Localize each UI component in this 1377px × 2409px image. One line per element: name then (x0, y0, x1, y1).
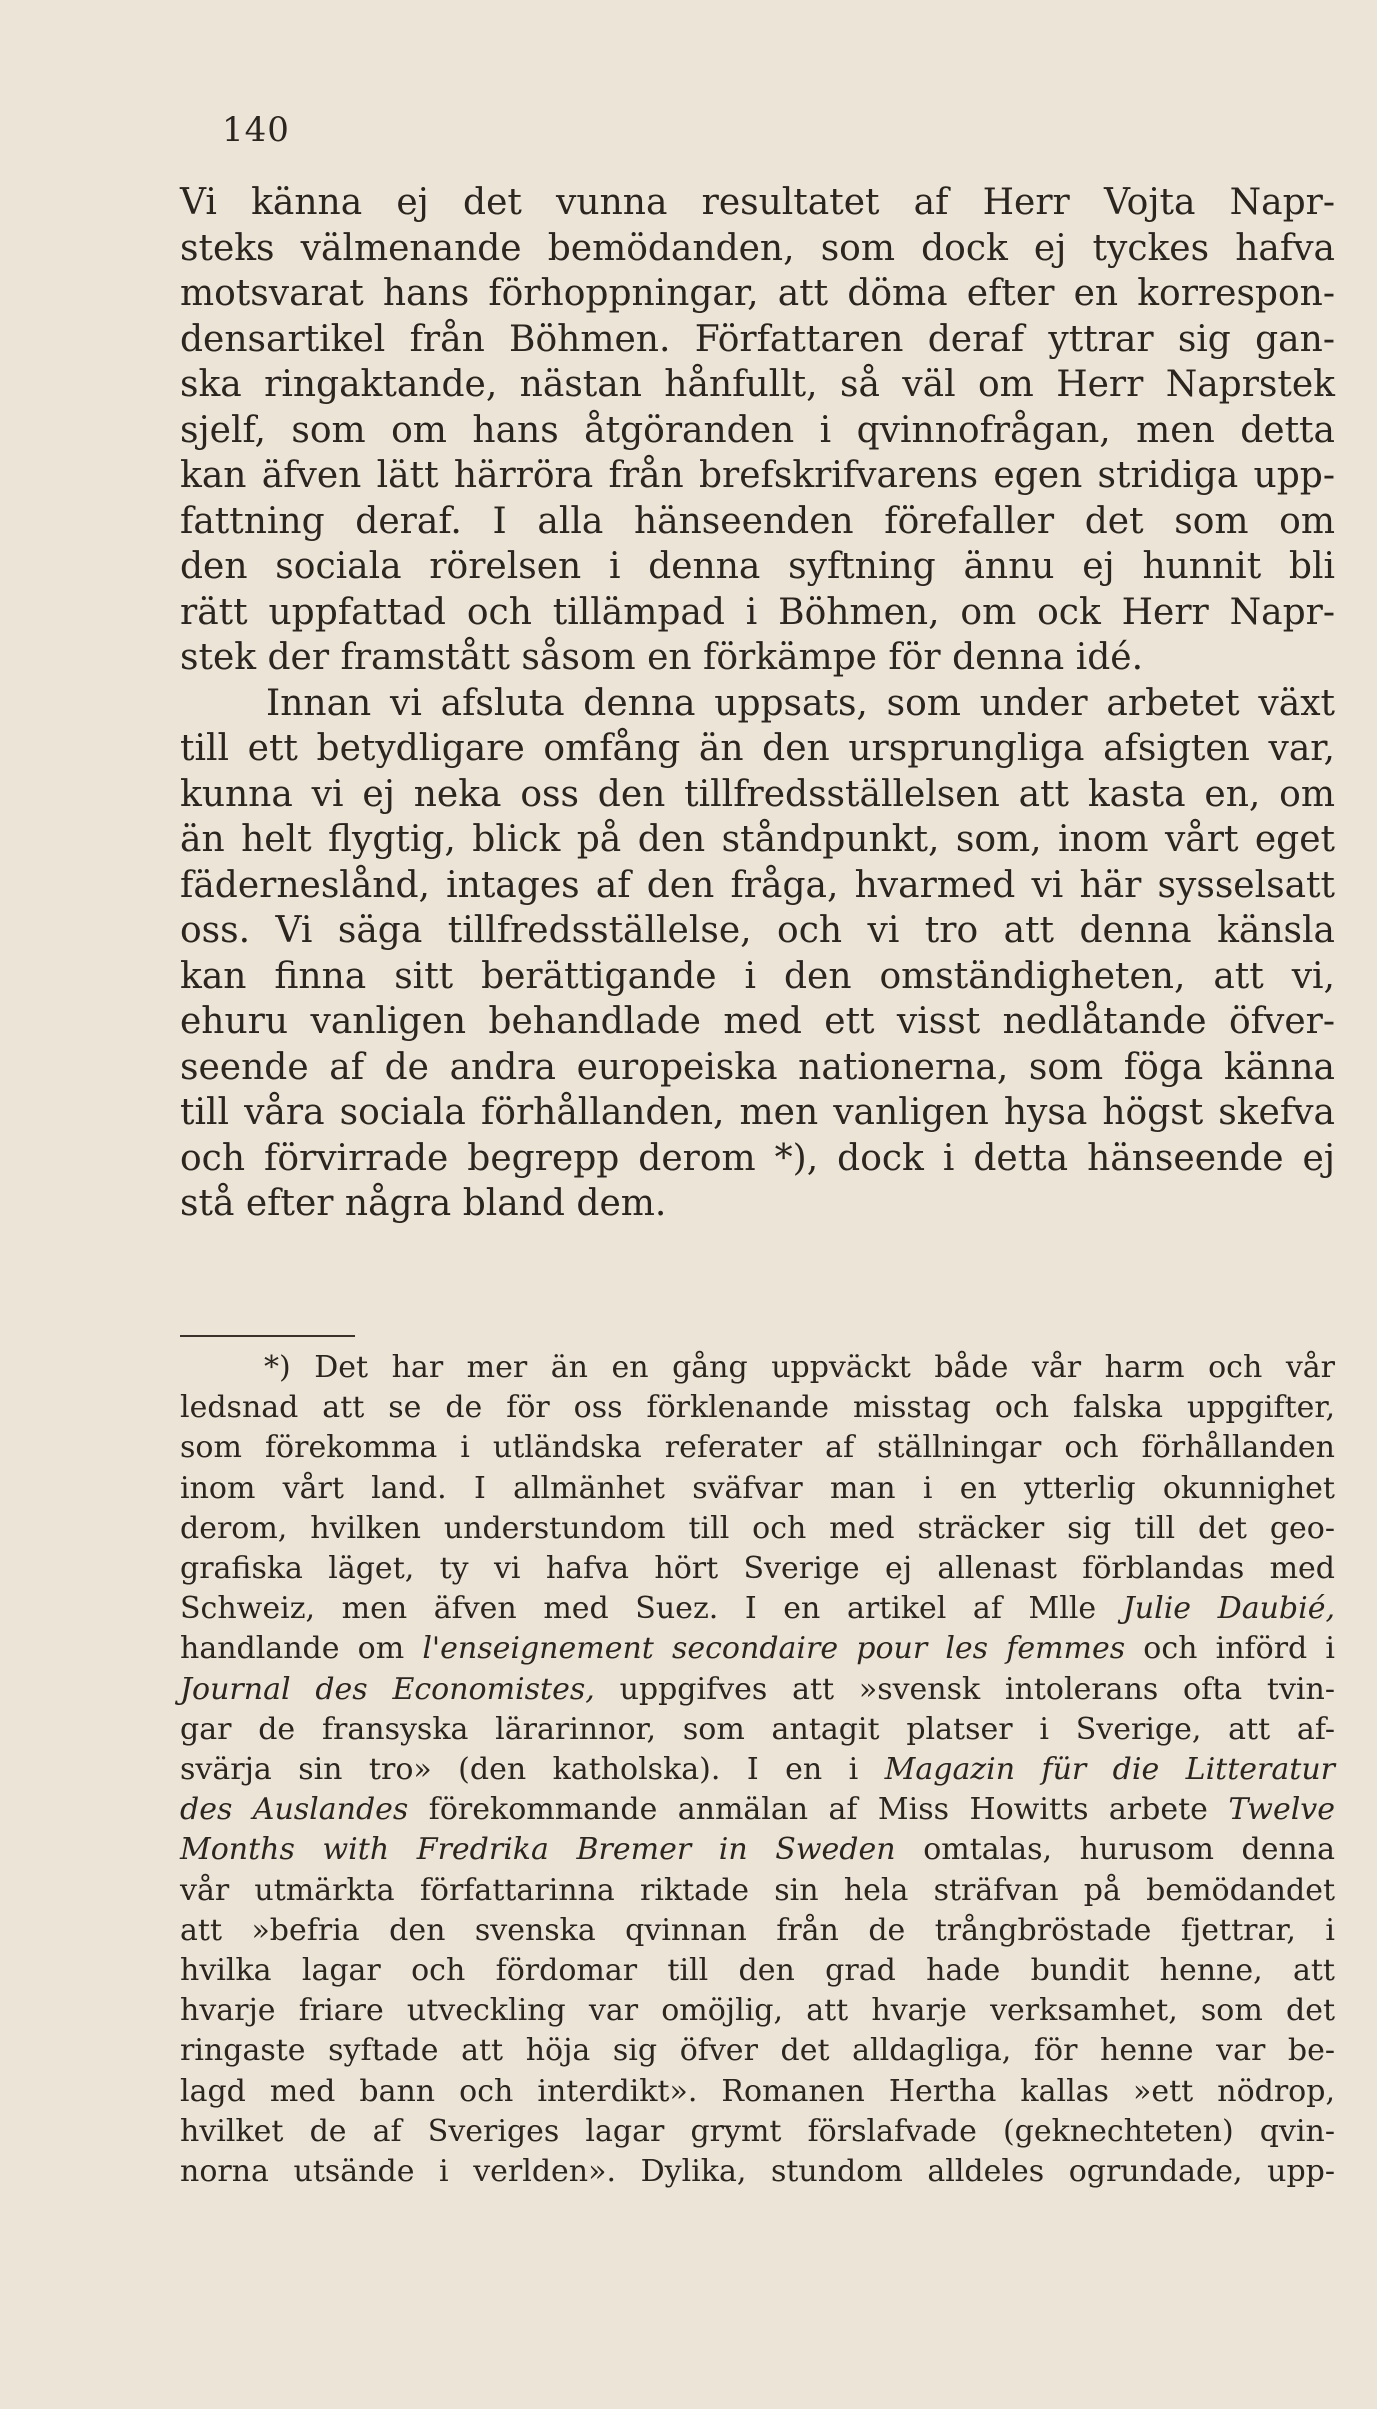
footnote-line: derom, hvilken understundom till och med sträcker sig till det geo- (180, 1510, 1335, 1546)
text-line: fäderneslånd, intages af den fråga, hvarmed vi här sysselsatt (180, 864, 1335, 906)
text-line: Vi känna ej det vunna resultatet af Herr Vojta Napr- (180, 182, 1335, 223)
footnote-line: hvilka lagar och fördomar till den grad hade bundit henne, att (180, 1953, 1335, 1989)
footnote-line (180, 1629, 1335, 1669)
footnote-text: förekommande anmälan af Miss Howitts arbete (428, 1792, 1208, 1828)
text-line: steks välmenande bemödanden, som dock ej tyckes hafva (180, 227, 1335, 269)
footnote-italic: Journal des Economistes, (180, 1671, 595, 1707)
page-number: 140 (222, 110, 290, 150)
footnote-line: vår utmärkta författarinna riktade sin hela sträfvan på bemödandet (180, 1872, 1335, 1908)
footnote-text: omtalas, hurusom denna (923, 1832, 1335, 1868)
text-line: till ett betydligare omfång än den ursprungliga afsigten var, (180, 728, 1335, 769)
text-line: och förvirrade begrepp derom *), dock i detta hänseende ej (180, 1137, 1335, 1179)
footnote-line: inom vårt land. I allmänhet sväfvar man i en ytterlig okunnighet (180, 1470, 1335, 1506)
footnote-text: och införd i (1143, 1631, 1335, 1667)
footnote-italic: Magazin für die Litteratur (884, 1752, 1335, 1788)
footnote-line: att »befria den svenska qvinnan från de trångbröstade fjettrar, i (180, 1912, 1335, 1948)
text-line: kan äfven lätt härröra från brefskrifvarens egen stridiga upp- (180, 455, 1335, 496)
text-line: seende af de andra europeiska nationerna, som föga känna (180, 1046, 1335, 1088)
text-line: Innan vi afsluta denna uppsats, som under arbetet växt (266, 682, 1335, 724)
footnote-line: ringaste syftade att höja sig öfver det alldagliga, för henne var be- (180, 2033, 1335, 2069)
footnote-line (180, 1830, 1335, 1870)
footnote (180, 1348, 1335, 2192)
text-line: kunna vi ej neka oss den tillfredsställelsen att kasta en, om (180, 773, 1335, 815)
footnote-italic: Twelve (1228, 1792, 1335, 1828)
footnote-line (180, 1670, 1335, 1710)
footnote-line: som förekomma i utländska referater af ställningar och förhållanden (180, 1430, 1335, 1466)
footnote-line (180, 1589, 1335, 1629)
footnote-line (180, 1790, 1335, 1830)
text-line: kan finna sitt berättigande i den omständigheten, att vi, (180, 955, 1335, 997)
text-line: ehuru vanligen behandlade med ett visst nedlåtande öfver- (180, 1001, 1335, 1042)
text-line: än helt flygtig, blick på den ståndpunkt, som, inom vårt eget (180, 819, 1335, 860)
footnote-text: Schweiz, men äfven med Suez. I en artikel af Mlle (180, 1591, 1097, 1627)
text-line: till våra sociala förhållanden, men vanligen hysa högst skefva (180, 1092, 1335, 1133)
main-text (180, 180, 1335, 1227)
footnote-text: svärja sin tro» (den katholska). I en i (180, 1752, 859, 1788)
text-line: fattning deraf. I alla hänseenden förefaller det som om (180, 500, 1335, 542)
footnote-line: *) Det har mer än en gång uppväckt både vår harm och vår (264, 1350, 1335, 1385)
footnote-italic: Julie Daubié, (1122, 1591, 1335, 1627)
footnote-italic: l'enseignement secondaire pour les femmes (422, 1631, 1126, 1667)
text-line: rätt uppfattad och tillämpad i Böhmen, om ock Herr Napr- (180, 591, 1335, 633)
footnote-line: gar de fransyska lärarinnor, som antagit platser i Sverige, att af- (180, 1711, 1335, 1747)
footnote-rule (180, 1335, 355, 1337)
footnote-line (180, 1750, 1335, 1790)
text-line: motsvarat hans förhoppningar, att döma efter en korrespon- (180, 273, 1335, 314)
footnote-line: ledsnad att se de för oss förklenande misstag och falska uppgifter, (180, 1390, 1335, 1426)
text-line: stå efter några bland dem. (180, 1183, 667, 1224)
footnote-line: norna utsände i verlden». Dylika, stundom alldeles ogrundade, upp- (180, 2154, 1335, 2190)
text-line: oss. Vi säga tillfredsställelse, och vi tro att denna känsla (180, 910, 1335, 951)
footnote-text: uppgifves att »svensk intolerans ofta tvin- (619, 1671, 1335, 1707)
footnote-line: grafiska läget, ty vi hafva hört Sverige ej allenast förblandas med (180, 1551, 1335, 1587)
text-line: sjelf, som om hans åtgöranden i qvinnofrågan, men detta (180, 409, 1335, 451)
footnote-text: handlande om (180, 1631, 405, 1667)
text-line: stek der framstått såsom en förkämpe för denna idé. (180, 637, 1144, 678)
footnote-line: lagd med bann och interdikt». Romanen Hertha kallas »ett nödrop, (180, 2073, 1335, 2109)
text-line: densartikel från Böhmen. Författaren deraf yttrar sig gan- (180, 318, 1335, 360)
footnote-italic: des Auslandes (180, 1792, 409, 1828)
text-line: ska ringaktande, nästan hånfullt, så väl om Herr Naprstek (180, 364, 1335, 405)
footnote-italic: Months with Fredrika Bremer in Sweden (180, 1832, 896, 1868)
text-line: den sociala rörelsen i denna syftning ännu ej hunnit bli (180, 546, 1335, 587)
footnote-line: hvarje friare utveckling var omöjlig, att hvarje verksamhet, som det (180, 1993, 1335, 2029)
footnote-line: hvilket de af Sveriges lagar grymt förslafvade (geknechteten) qvin- (180, 2113, 1335, 2149)
